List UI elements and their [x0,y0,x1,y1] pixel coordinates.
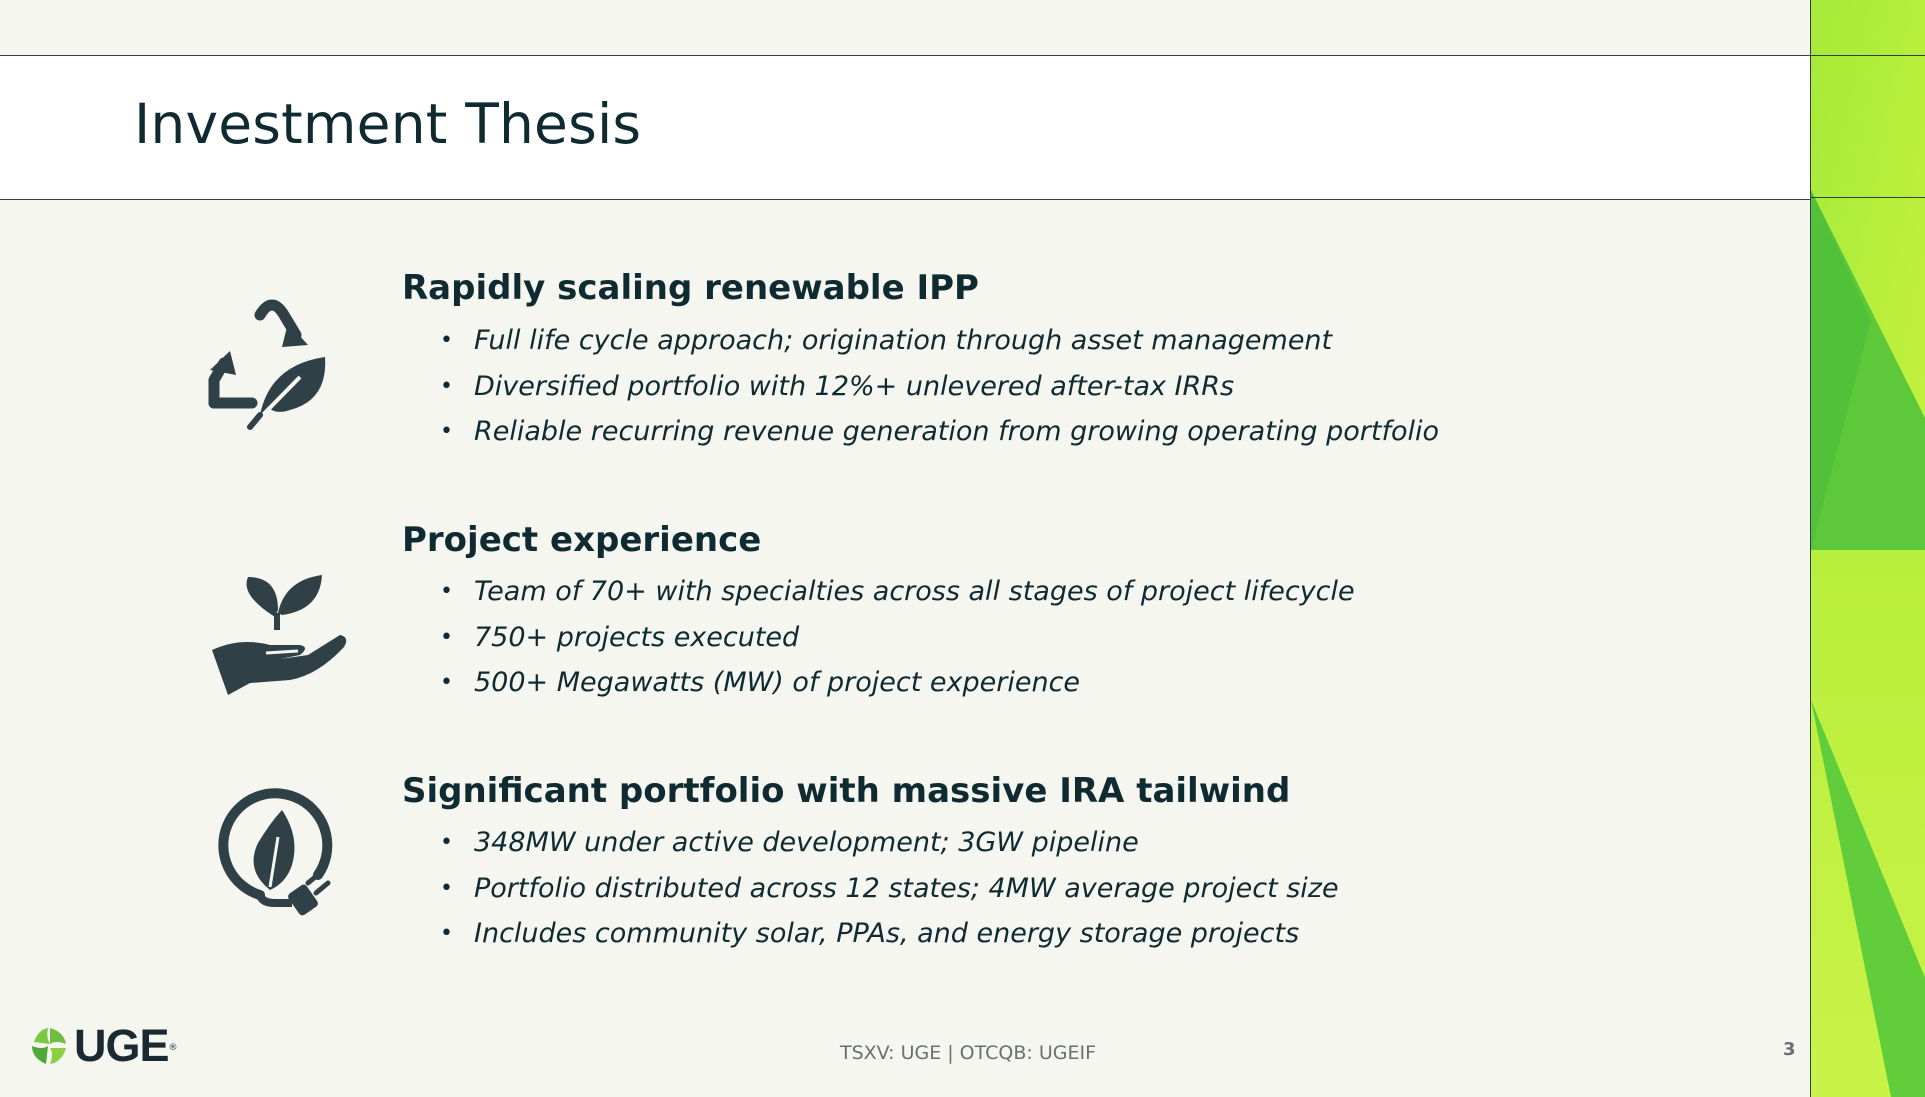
section-heading: Rapidly scaling renewable IPP [402,268,979,308]
footer-ticker: TSXV: UGE | OTCQB: UGEIF [840,1042,1096,1064]
registered-mark: ® [168,1043,178,1053]
bullet-list [440,569,1355,706]
bullet-glyph: • [440,579,453,604]
bullet-glyph: • [440,419,453,444]
uge-leaf-mark-icon [28,1024,72,1068]
recycle-leaf-icon [200,285,350,435]
logo-wordmark: UGE [74,1020,169,1071]
bullet-glyph: • [440,328,453,353]
bullet-text: Diversified portfolio with 12%+ unlevered after-tax IRRs [474,370,1235,402]
bullet-glyph: • [440,875,453,901]
list-item [440,660,1355,706]
section-heading: Project experience [402,520,762,560]
list-item [440,911,1339,957]
bullet-text: Portfolio distributed across 12 states; 4MW average project size [474,872,1339,904]
bullet-text: Includes community solar, PPAs, and energy storage projects [474,918,1300,949]
bullet-text: 500+ Megawatts (MW) of project experience [474,667,1081,698]
list-item [440,569,1355,615]
page-title: Investment Thesis [134,92,642,156]
list-item [440,615,1355,661]
list-item [440,409,1440,455]
bullet-text: Reliable recurring revenue generation from growing operating portfolio [474,416,1440,447]
list-item [440,364,1439,410]
bullet-glyph: • [440,921,453,946]
title-rule-bottom-extension [1810,197,1925,198]
page-number: 3 [1783,1039,1796,1060]
eco-plug-icon [200,775,350,925]
list-item [440,820,1339,866]
uge-logo [28,1022,178,1070]
bullet-list [440,318,1440,455]
bullet-glyph: • [440,624,453,650]
list-item [440,866,1339,912]
bullet-text: 750+ projects executed [474,621,800,653]
bullet-glyph: • [440,830,453,855]
bullet-text: Team of 70+ with specialties across all stages of project lifecycle [474,576,1355,607]
section-heading: Significant portfolio with massive IRA tailwind [402,771,1291,811]
decorative-green-panel [1810,0,1925,1097]
bullet-text: 348MW under active development; 3GW pipeline [474,827,1139,858]
green-shapes-graphic [1811,0,1925,1097]
list-item [440,318,1439,364]
bullet-list [440,820,1339,957]
hand-sprout-icon [200,555,350,705]
title-rule-top-extension [1810,55,1925,56]
bullet-glyph: • [440,670,453,695]
bullet-glyph: • [440,373,453,399]
bullet-text: Full life cycle approach; origination through asset management [474,325,1333,356]
